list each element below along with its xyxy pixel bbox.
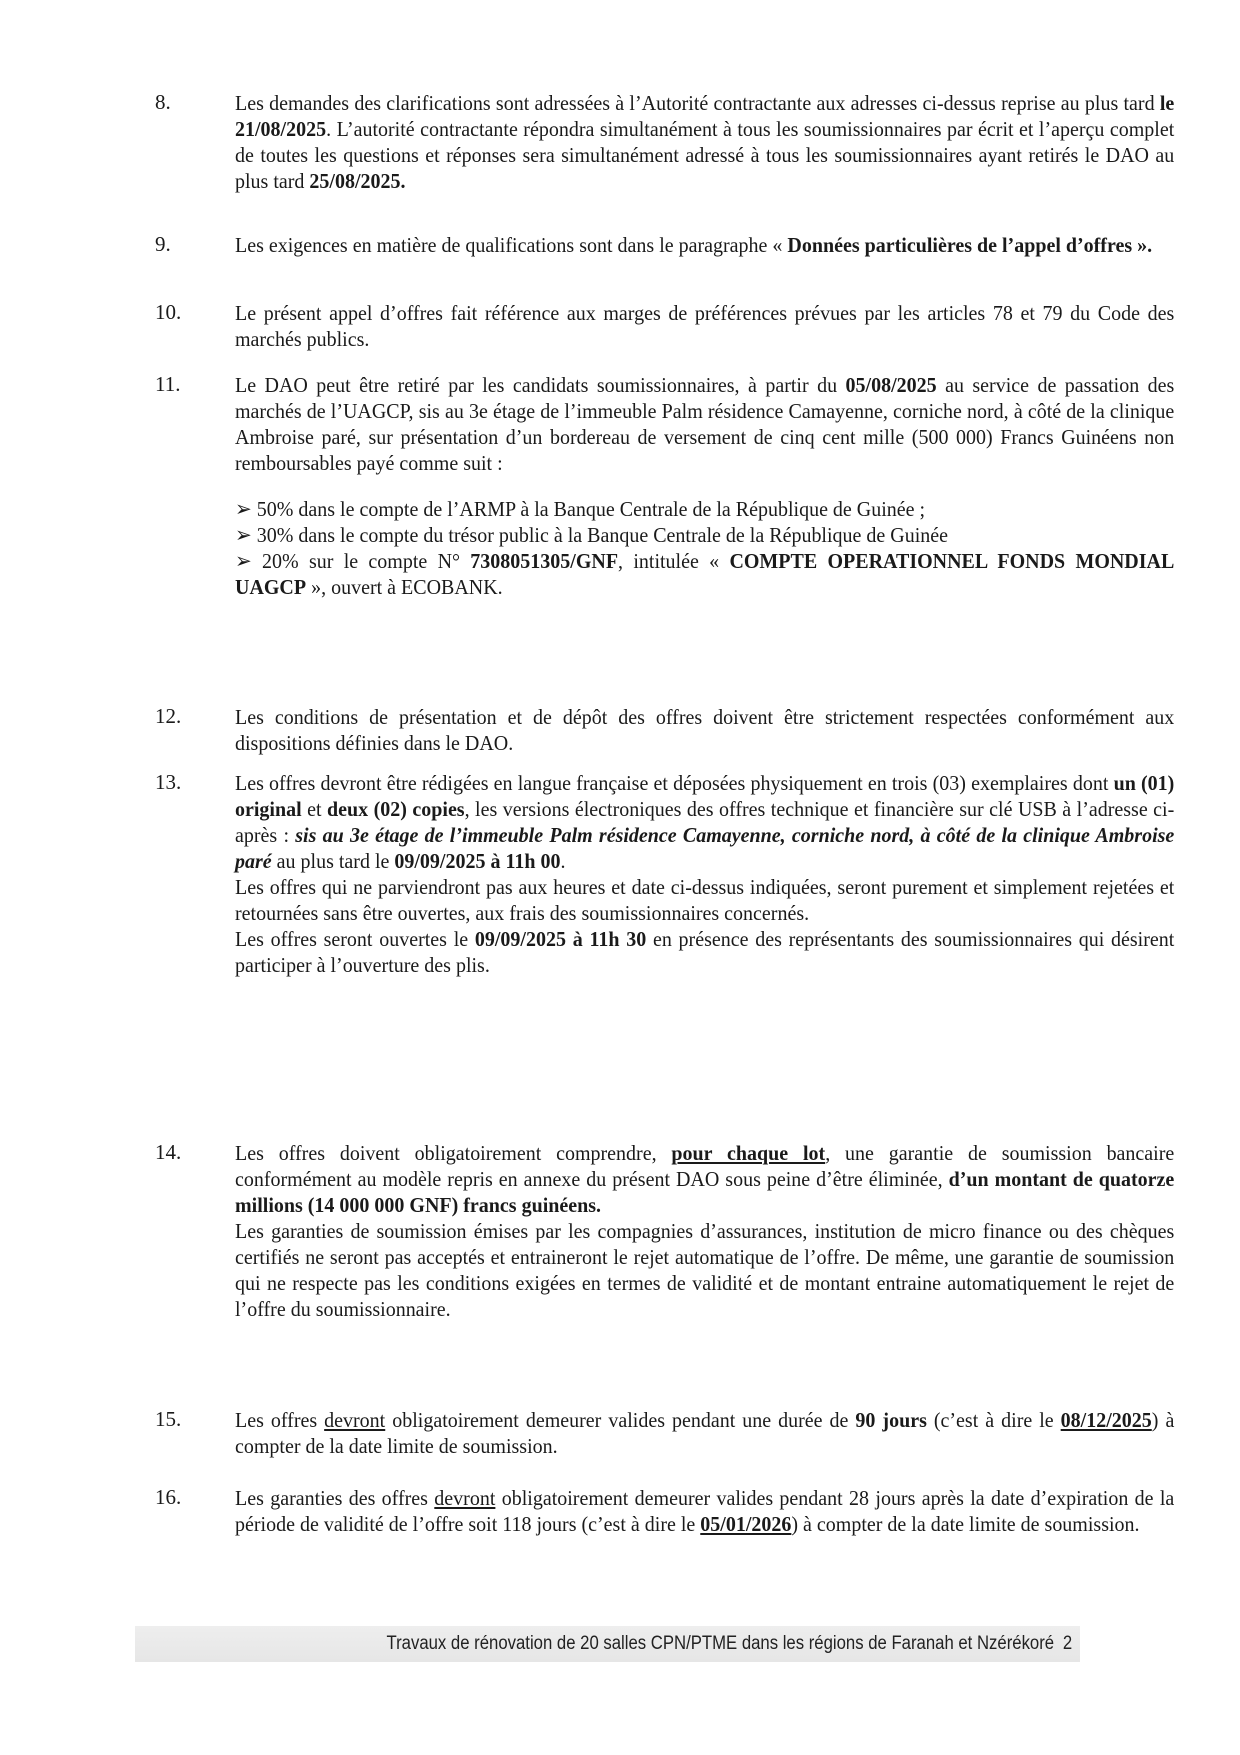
clause-9 bbox=[155, 232, 1153, 258]
clause-text: au service de passation des marchés de l’UAGCP, sis au 3e étage de l’immeuble Palm résidence Camayenne, corniche nord, à côté de la clinique Ambroise paré, sur présentation d’un bordereau de versement de cinq cent mille (500 000) Francs Guinéens non remboursables payé comme suit : bbox=[235, 373, 1175, 475]
arrow-bullet-icon: ➢ bbox=[235, 523, 252, 547]
retrieval-date: 05/08/2025 bbox=[845, 373, 937, 397]
clause-emphasis: Données particulières de l’appel d’offres ». bbox=[787, 233, 1153, 257]
clause-number: 10. bbox=[155, 300, 182, 324]
clause-number: 16. bbox=[155, 1485, 182, 1509]
clause-text: Le présent appel d’offres fait référence aux marges de préférences prévues par les articles 78 et 79 du Code des marchés publics. bbox=[235, 301, 1175, 351]
guarantee-validity-date: 05/01/2026 bbox=[700, 1512, 792, 1536]
clause-15: 15. Les offres devront obligatoirement demeurer valides pendant une durée de 90 jours (c’est à dire le 08/12/2025) à compter de la date limite de soumission. bbox=[155, 1407, 1175, 1458]
clause-13: 13. Les offres devront être rédigées en langue française et déposées physiquement en trois (03) exemplaires dont un (01) original et deux (02) copies, les versions électroniques des offres technique et financière sur clé USB à l’adresse ci-après : sis au 3e étage de l’immeuble Palm résidence Camayenne, corniche nord, à côté de la clinique Ambroise paré au plus tard le 09/09/2025 à 11h 00. Les offres qui ne parviendront pas aux heures et date ci-dessus indiquées, seront purement et simplement rejetées et retournées sans être ouvertes, aux frais des soumissionnaires concernés. Les offres seront ouvertes le 09/09/2025 à 11h 30 en présence des représentants des soumissionnaires qui désirent participer à l’ouverture des plis. bbox=[155, 770, 1175, 977]
guarantee-amount: d’un montant de quatorze millions (14 000 000 GNF) francs guinéens. bbox=[235, 1167, 1175, 1217]
clause-number: 8. bbox=[155, 90, 171, 114]
submission-address: sis au 3e étage de l’immeuble Palm résidence Camayenne, corniche nord, à côté de la clinique Ambroise paré bbox=[235, 823, 1175, 873]
clause-number: 11. bbox=[155, 372, 181, 396]
clause-8 bbox=[155, 90, 1175, 194]
payment-bullet: ➢ 30% dans le compte du trésor public à la Banque Centrale de la République de Guinée bbox=[235, 523, 949, 547]
opening-date: 09/09/2025 à 11h 30 bbox=[474, 927, 647, 951]
submission-deadline: 09/09/2025 à 11h 00 bbox=[394, 849, 561, 873]
clause-text: Les exigences en matière de qualifications sont dans le paragraphe « bbox=[235, 233, 788, 257]
validity-date: 08/12/2025 bbox=[1060, 1408, 1152, 1432]
account-number: 7308051305/GNF bbox=[470, 549, 619, 573]
response-deadline: 25/08/2025. bbox=[309, 169, 406, 193]
arrow-bullet-icon: ➢ bbox=[235, 497, 252, 521]
clause-number: 15. bbox=[155, 1407, 182, 1431]
original-count: un (01) original bbox=[235, 771, 1175, 821]
account-name: COMPTE OPERATIONNEL FONDS MONDIAL UAGCP bbox=[235, 549, 1175, 599]
clause-paragraph: Les offres qui ne parviendront pas aux heures et date ci-dessus indiquées, seront purement et simplement rejetées et retournées sans être ouvertes, aux frais des soumissionnaires concernés. bbox=[235, 875, 1175, 925]
footer-title: Travaux de rénovation de 20 salles CPN/PTME dans les régions de Faranah et Nzérékoré bbox=[386, 1633, 1054, 1654]
per-lot-emphasis: pour chaque lot bbox=[671, 1141, 826, 1165]
clause-14: 14. Les offres doivent obligatoirement comprendre, pour chaque lot, une garantie de soumission bancaire conformément au modèle repris en annexe du présent DAO sous peine d’être éliminée, d’un montant de quatorze millions (14 000 000 GNF) francs guinéens. Les garanties de soumission émises par les compagnies d’assurances, institution de micro finance ou des chèques certifiés ne seront pas acceptés et entraineront le rejet automatique de l’offre. De même, une garantie de soumission qui ne respecte pas les conditions exigées en termes de validité et de montant entraine automatiquement le rejet de l’offre du soumissionnaire. bbox=[155, 1140, 1175, 1321]
clause-number: 12. bbox=[155, 704, 182, 728]
clause-16: 16. Les garanties des offres devront obligatoirement demeurer valides pendant 28 jours après la date d’expiration de la période de validité de l’offre soit 118 jours (c’est à dire le 05/01/2026) à compter de la date limite de soumission. bbox=[155, 1485, 1175, 1536]
clause-number: 13. bbox=[155, 770, 182, 794]
payment-bullet: ➢ 50% dans le compte de l’ARMP à la Banque Centrale de la République de Guinée ; bbox=[235, 497, 926, 521]
clause-number: 14. bbox=[155, 1140, 182, 1164]
clause-paragraph: Les garanties de soumission émises par les compagnies d’assurances, institution de micro finance ou des chèques certifiés ne seront pas acceptés et entraineront le rejet automatique de l’offre. De même, une garantie de soumission qui ne respecte pas les conditions exigées en termes de validité et de montant entraine automatiquement le rejet de l’offre du soumissionnaire. bbox=[235, 1219, 1175, 1321]
page-footer bbox=[135, 1626, 1080, 1662]
clause-10 bbox=[155, 300, 1175, 352]
validity-duration: 90 jours bbox=[855, 1408, 927, 1432]
arrow-bullet-icon: ➢ bbox=[235, 549, 252, 573]
clause-text: Les demandes des clarifications sont adressées à l’Autorité contractante aux adresses ci-dessus reprise au plus tard bbox=[235, 91, 1160, 115]
copies-count: deux (02) copies bbox=[327, 797, 465, 821]
clause-12 bbox=[155, 704, 1175, 756]
payment-bullet: ➢ 20% sur le compte N° 7308051305/GNF, intitulée « COMPTE OPERATIONNEL FONDS MONDIAL UAGCP », ouvert à ECOBANK. bbox=[235, 549, 1175, 599]
clause-11 bbox=[155, 372, 1175, 600]
clause-text: Les conditions de présentation et de dépôt des offres doivent être strictement respectées conformément aux dispositions définies dans le DAO. bbox=[235, 705, 1175, 755]
clause-text: Le DAO peut être retiré par les candidats soumissionnaires, à partir du bbox=[235, 373, 846, 397]
clause-number: 9. bbox=[155, 232, 171, 256]
clause-text: . L’autorité contractante répondra simultanément à tous les soumissionnaires par écrit et l’aperçu complet de toutes les questions et réponses sera simultanément adressé à tous les soumissionnaires ayant retirés le DAO au plus tard bbox=[235, 117, 1175, 193]
page-number: 2 bbox=[1062, 1633, 1072, 1654]
clarification-deadline: le 21/08/2025 bbox=[235, 91, 1175, 141]
